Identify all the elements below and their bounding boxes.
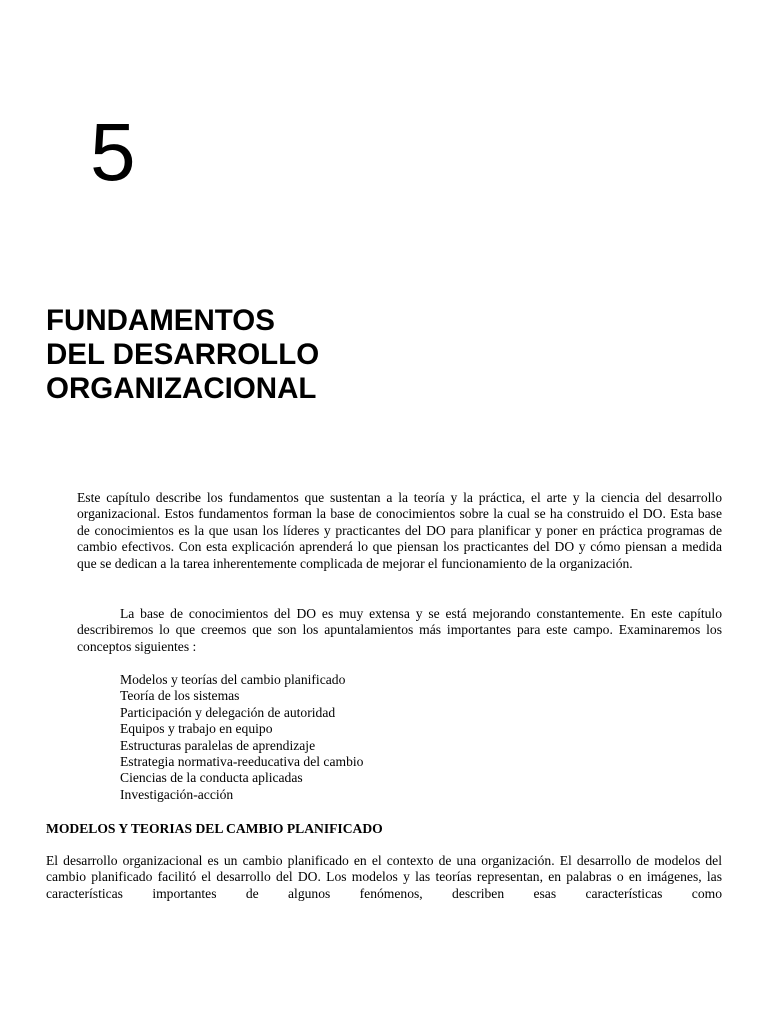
concepts-intro-paragraph: La base de conocimientos del DO es muy extensa y se está mejorando constantemente. En este capítulo describiremos lo que creemos que son los apuntalamientos más importantes para este campo. Examinaremos los conceptos siguientes : (77, 606, 722, 654)
list-item: Estrategia normativa-reeducativa del cambio (120, 754, 364, 770)
chapter-title-line-1: FUNDAMENTOS (46, 304, 275, 337)
chapter-number: 5 (90, 107, 136, 198)
section-heading: MODELOS Y TEORIAS DEL CAMBIO PLANIFICADO (46, 821, 383, 836)
list-item: Estructuras paralelas de aprendizaje (120, 737, 316, 753)
list-item: Equipos y trabajo en equipo (120, 721, 273, 737)
list-item: Ciencias de la conducta aplicadas (120, 770, 303, 786)
list-item: Modelos y teorías del cambio planificado (120, 672, 346, 687)
concepts-list (120, 672, 363, 803)
list-item: Investigación-acción (120, 786, 234, 802)
list-item: Participación y delegación de autoridad (120, 704, 336, 720)
list-item: Teoría de los sistemas (120, 688, 240, 704)
chapter-title (46, 304, 319, 406)
chapter-title-line-3: ORGANIZACIONAL (46, 372, 317, 405)
section-body-paragraph: El desarrollo organizacional es un cambio planificado en el contexto de una organización. El desarrollo de modelos del cambio planificado facilitó el desarrollo del DO. Los modelos y las teorías representan, en palabras o en imágenes, las características importantes de algunos fenómenos, describen esas características como (46, 853, 722, 901)
intro-paragraph: Este capítulo describe los fundamentos que sustentan a la teoría y la práctica, el arte y la ciencia del desarrollo organizacional. Estos fundamentos forman la base de conocimientos sobre la cual se ha construido el DO. Esta base de conocimientos es la que usan los líderes y practicantes del DO para planificar y poner en práctica programas de cambio efectivos. Con esta explicación aprenderá lo que piensan los practicantes del DO y cómo piensan a medida que se dedican a la tarea inherentemente complicada de mejorar el funcionamiento de la organización. (77, 490, 722, 571)
chapter-title-line-2: DEL DESARROLLO (46, 338, 320, 371)
